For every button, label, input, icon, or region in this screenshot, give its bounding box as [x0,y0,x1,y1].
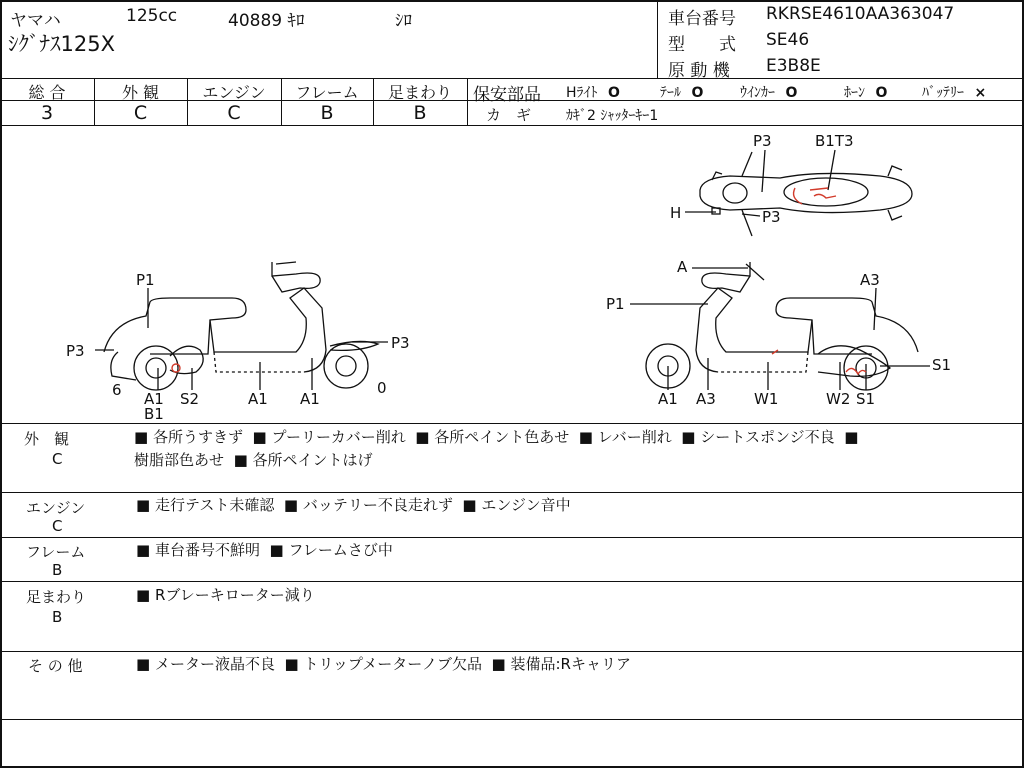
remark-item: バッテリー不良走れず [302,496,453,514]
engine-label: 原 動 機 [668,61,730,81]
frame-no: RKRSE4610AA363047 [766,4,955,24]
divider [0,423,1024,424]
grade-header-frame: フレーム [295,83,359,102]
safety-item-mark: × [974,85,987,101]
safety-item-mark: O [691,85,704,101]
diagram-label: A1 [248,390,268,408]
section-title: フレーム [26,543,86,561]
safety-item-horn [844,82,887,102]
item-bullet: ■ [681,428,701,446]
divider [657,0,658,79]
section-items [134,426,1014,472]
diagram-label: S1 [856,390,876,408]
item-bullet: ■ [134,428,153,446]
diagram-label: 6 [112,381,122,399]
grade-header-exterior: 外 観 [121,83,160,102]
remark-item: 各所うすきず [152,428,243,446]
item-bullet: ■ [283,496,303,514]
section-grade: C [52,517,63,535]
vehicle-diagram [0,126,1024,424]
grade-value-suspension: B [413,102,427,124]
remark-item: レバー削れ [597,428,672,446]
grade-header-overall: 総 合 [28,83,66,102]
grade-value-frame: B [320,102,334,124]
item-bullet: ■ [136,541,155,559]
top-view-scooter [700,152,912,236]
diagram-label: A1 [144,390,164,408]
section-title: そ の 他 [28,657,83,675]
mileage: 40889 ｷﾛ [228,11,305,31]
grade-value-engine: C [227,102,241,124]
maker: ヤマハ [10,11,61,31]
grade-header-suspension: 足まわり [387,83,452,102]
diagram-label: A3 [696,390,716,408]
model-name: ｼｸﾞﾅｽ125X [8,32,115,56]
diagram-label: P3 [753,132,772,150]
grade-value-exterior: C [133,102,148,124]
section-grade: B [52,561,63,579]
item-bullet: ■ [269,541,289,559]
safety-item-name: ﾃｰﾙ [660,85,681,101]
remark-item: 走行テスト未確認 [154,496,275,514]
remark-item: 各所ペイント色あせ [434,428,570,446]
diagram-label: 0 [377,379,387,397]
item-bullet: ■ [136,496,155,514]
diagram-label: P1 [136,271,155,289]
safety-item-mark: O [607,85,620,101]
safety-item-name: Hﾗｲﾄ [566,85,598,101]
divider [0,719,1024,720]
diagram-label: B1 [144,405,164,423]
grade-header-engine: エンジン [202,83,266,102]
safety-label: 保安部品 [473,85,541,105]
item-bullet: ■ [233,451,253,469]
safety-item-mark: O [785,85,798,101]
frame-no-label: 車台番号 [668,9,736,29]
diagram-label: S2 [180,390,200,408]
engine-code: E3B8E [766,56,821,76]
diagram-label: W1 [754,390,779,408]
remark-item: シートスポンジ不良 [700,428,835,446]
item-bullet: ■ [415,428,435,446]
safety-item-winker [740,82,797,102]
remark-item: 樹脂部色あせ [134,451,225,469]
section-items [136,539,1016,562]
remark-item: エンジン音中 [481,496,571,514]
diagram-label: P3 [391,334,410,352]
safety-item-name: ﾊﾞｯﾃﾘｰ [922,85,964,101]
divider [0,651,1024,652]
item-bullet: ■ [491,655,511,673]
leader-lines [95,150,930,390]
diagram-label-group [66,132,951,423]
divider [467,79,468,126]
key-label: カ ギ [486,106,532,124]
remark-item: 各所ペイントはげ [252,451,373,469]
model-label: 型 式 [668,35,736,55]
divider [0,492,1024,493]
remark-item: 車台番号不鮮明 [154,541,260,559]
item-bullet: ■ [844,428,859,446]
diagram-label: A3 [860,271,880,289]
diagram-label: P3 [762,208,781,226]
remark-item: メーター液晶不良 [154,655,275,673]
section-items [136,494,1016,517]
diagram-label: S1 [932,356,952,374]
divider [0,78,1024,79]
remark-item: Rブレーキローター減り [154,586,315,604]
body-color: ｼﾛ [395,11,412,31]
section-items [136,653,1016,676]
section-title: 足まわり [26,588,87,606]
section-title: 外 観 [24,430,70,448]
diagram-label: H [670,204,682,222]
remark-item: トリップメーターノブ欠品 [303,655,482,673]
item-bullet: ■ [284,655,304,673]
model-code: SE46 [766,30,810,50]
remark-item: プーリーカバー削れ [271,428,406,446]
section-items [136,584,1016,607]
diagram-label: A1 [658,390,678,408]
divider [0,537,1024,538]
diagram-label: A [677,258,688,276]
divider [0,581,1024,582]
displacement: 125cc [126,6,178,26]
section-grade: C [52,450,63,468]
safety-item-battery [922,82,986,102]
item-bullet: ■ [136,655,155,673]
diagram-label: P3 [66,342,85,360]
section-title: エンジン [26,499,86,517]
section-grade: B [52,608,63,626]
item-bullet: ■ [252,428,272,446]
diagram-label: B1T3 [815,132,854,150]
safety-item-name: ｳｲﾝｶｰ [740,85,775,101]
remark-item: フレームさび中 [288,541,393,559]
key-value: ｶｷﾞ2 ｼｬｯﾀｰｷｰ1 [566,108,659,124]
item-bullet: ■ [578,428,598,446]
diagram-label: A1 [300,390,320,408]
diagram-label: W2 [826,390,851,408]
grade-value-overall: 3 [40,102,54,124]
diagram-label: P1 [606,295,625,313]
safety-item-mark: O [875,85,888,101]
item-bullet: ■ [136,586,155,604]
item-bullet: ■ [462,496,482,514]
safety-item-headlight [566,82,620,102]
remark-item: 装備品:Rキャリア [510,655,631,673]
safety-item-name: ﾎｰﾝ [844,85,865,101]
safety-item-tail [660,82,703,102]
